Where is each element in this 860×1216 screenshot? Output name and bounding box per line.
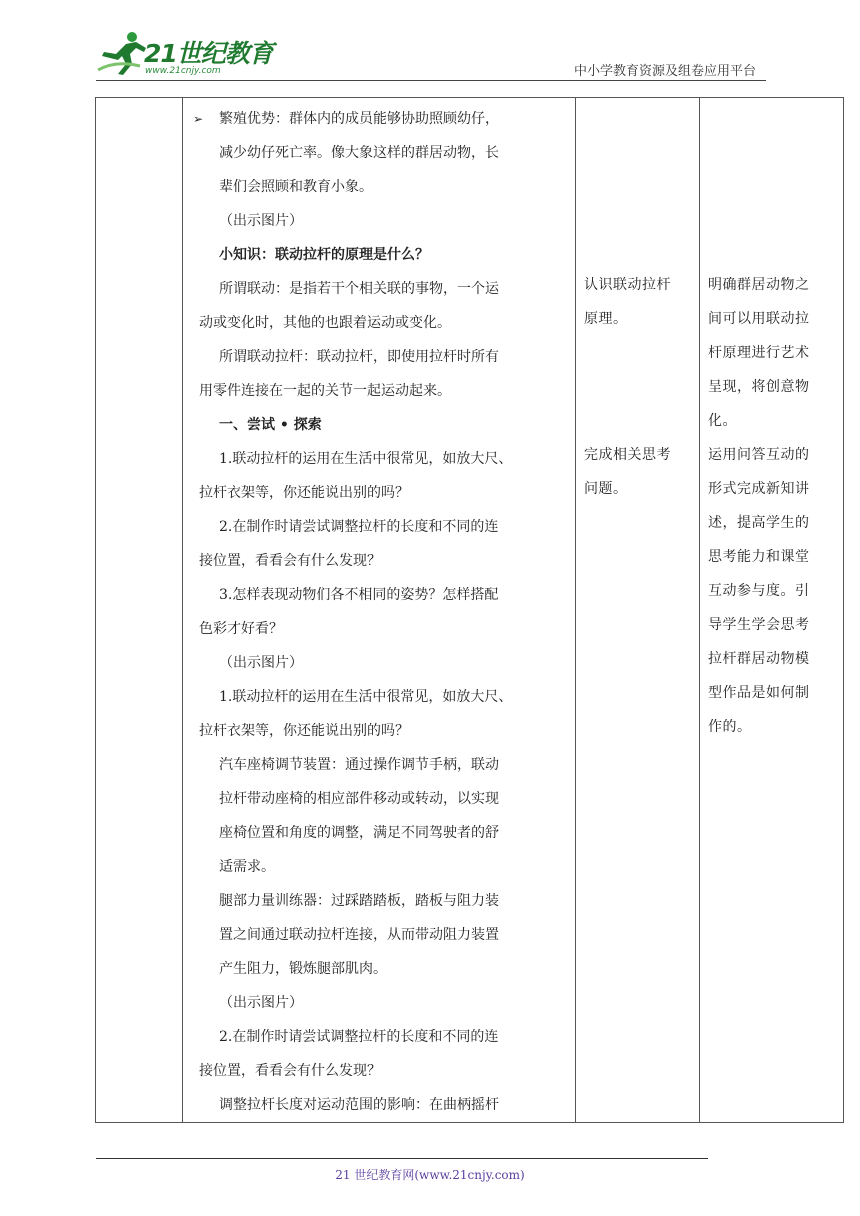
show-image-note: （出示图片） [219, 655, 303, 671]
paragraph [219, 748, 565, 884]
text-line: 形式完成新知讲 [708, 481, 810, 497]
knowledge-title: 小知识：联动拉杆的原理是什么？ [219, 247, 429, 263]
text-line: 辈们会照顾和教育小象。 [219, 179, 373, 195]
platform-title: 中小学教育资源及组卷应用平台 [573, 64, 756, 79]
text-line: 原理。 [584, 311, 628, 327]
text-line: 拉杆衣架等，你还能说出别的吗？ [199, 485, 409, 501]
text-line: 2.在制作时请尝试调整拉杆的长度和不同的连 [219, 1029, 499, 1045]
logo-wordmark: 21世纪教育 [144, 39, 273, 68]
question [199, 442, 565, 510]
text-line: 所谓联动拉杆：联动拉杆，即使用拉杆时所有 [219, 349, 499, 365]
activity-item [584, 268, 691, 336]
activity-item [584, 438, 691, 506]
table-row [96, 98, 844, 1123]
text-line: 1.联动拉杆的运用在生活中很常见，如放大尺、 [219, 451, 513, 467]
text-line: 接位置，看看会有什么发现？ [199, 553, 381, 569]
text-line: 互动参与度。引 [708, 583, 810, 599]
text-line: 动或变化时，其他的也跟着运动或变化。 [199, 315, 451, 331]
text-line: 产生阻力，锻炼腿部肌肉。 [219, 961, 387, 977]
text-line: 所谓联动：是指若干个相关联的事物，一个运 [219, 281, 499, 297]
runner-logo-icon [96, 30, 148, 76]
header-divider [96, 80, 766, 81]
question [199, 510, 565, 578]
text-line: 作的。 [708, 719, 752, 735]
text-line: 杆原理进行艺术 [708, 345, 810, 361]
text-line: 座椅位置和角度的调整，满足不同驾驶者的舒 [219, 825, 499, 841]
teaching-process-cell [183, 98, 576, 1123]
text-line: 腿部力量训练器：过踩踏踏板，踏板与阻力装 [219, 893, 499, 909]
text-line: 3.怎样表现动物们各不相同的姿势？怎样搭配 [219, 587, 499, 603]
text-line: 接位置，看看会有什么发现？ [199, 1063, 381, 1079]
text-line: 用零件连接在一起的关节一起运动起来。 [199, 383, 451, 399]
show-image-note: （出示图片） [219, 213, 303, 229]
student-activity-cell [576, 98, 700, 1123]
text-line: 减少幼仔死亡率。像大象这样的群居动物，长 [219, 145, 499, 161]
text-line: 思考能力和课堂 [708, 549, 810, 565]
paragraph [219, 884, 565, 986]
logo [96, 30, 273, 80]
footer-link[interactable]: 21 世纪教育网(www.21cnjy.com) [335, 1168, 525, 1182]
text-line: 问题。 [584, 481, 628, 497]
logo-url: www.21cnjy.com [145, 66, 221, 76]
show-image-note: （出示图片） [219, 995, 303, 1011]
text-line: 明确群居动物之 [708, 277, 810, 293]
arrow-bullet-icon: ➢ [193, 112, 204, 126]
paragraph [199, 340, 565, 408]
lesson-table [95, 97, 844, 1123]
footer-divider [96, 1158, 708, 1159]
intent-item [708, 268, 835, 438]
question [199, 1020, 565, 1088]
text-line: 运用问答互动的 [708, 447, 810, 463]
text-line: 适需求。 [219, 859, 275, 875]
section-title: 一、尝试 • 探索 [219, 417, 322, 433]
question [199, 578, 565, 646]
text-line: 繁殖优势：群体内的成员能够协助照顾幼仔， [219, 111, 499, 127]
page-header [0, 0, 860, 90]
intent-item [708, 438, 835, 744]
paragraph: 调整拉杆长度对运动范围的影响：在曲柄摇杆 [219, 1097, 499, 1113]
text-line: 2.在制作时请尝试调整拉杆的长度和不同的连 [219, 519, 499, 535]
text-line: 述，提高学生的 [708, 515, 810, 531]
text-line: 置之间通过联动拉杆连接，从而带动阻力装置 [219, 927, 499, 943]
text-line: 导学生学会思考 [708, 617, 810, 633]
empty-cell [96, 98, 183, 1123]
text-line: 拉杆群居动物模 [708, 651, 810, 667]
text-line: 拉杆带动座椅的相应部件移动或转动，以实现 [219, 791, 499, 807]
text-line: 汽车座椅调节装置：通过操作调节手柄，联动 [219, 757, 499, 773]
text-line: 拉杆衣架等，你还能说出别的吗？ [199, 723, 409, 739]
text-line: 型作品是如何制 [708, 685, 810, 701]
design-intent-cell [700, 98, 844, 1123]
text-line: 认识联动拉杆 [584, 277, 671, 293]
text-line: 完成相关思考 [584, 447, 671, 463]
text-line: 呈现，将创意物 [708, 379, 810, 395]
text-line: 化。 [708, 413, 737, 429]
paragraph [199, 272, 565, 340]
question [199, 680, 565, 748]
text-line: 间可以用联动拉 [708, 311, 810, 327]
text-line: 1.联动拉杆的运用在生活中很常见，如放大尺、 [219, 689, 513, 705]
text-line: 色彩才好看？ [199, 621, 283, 637]
bullet-paragraph [193, 102, 565, 204]
